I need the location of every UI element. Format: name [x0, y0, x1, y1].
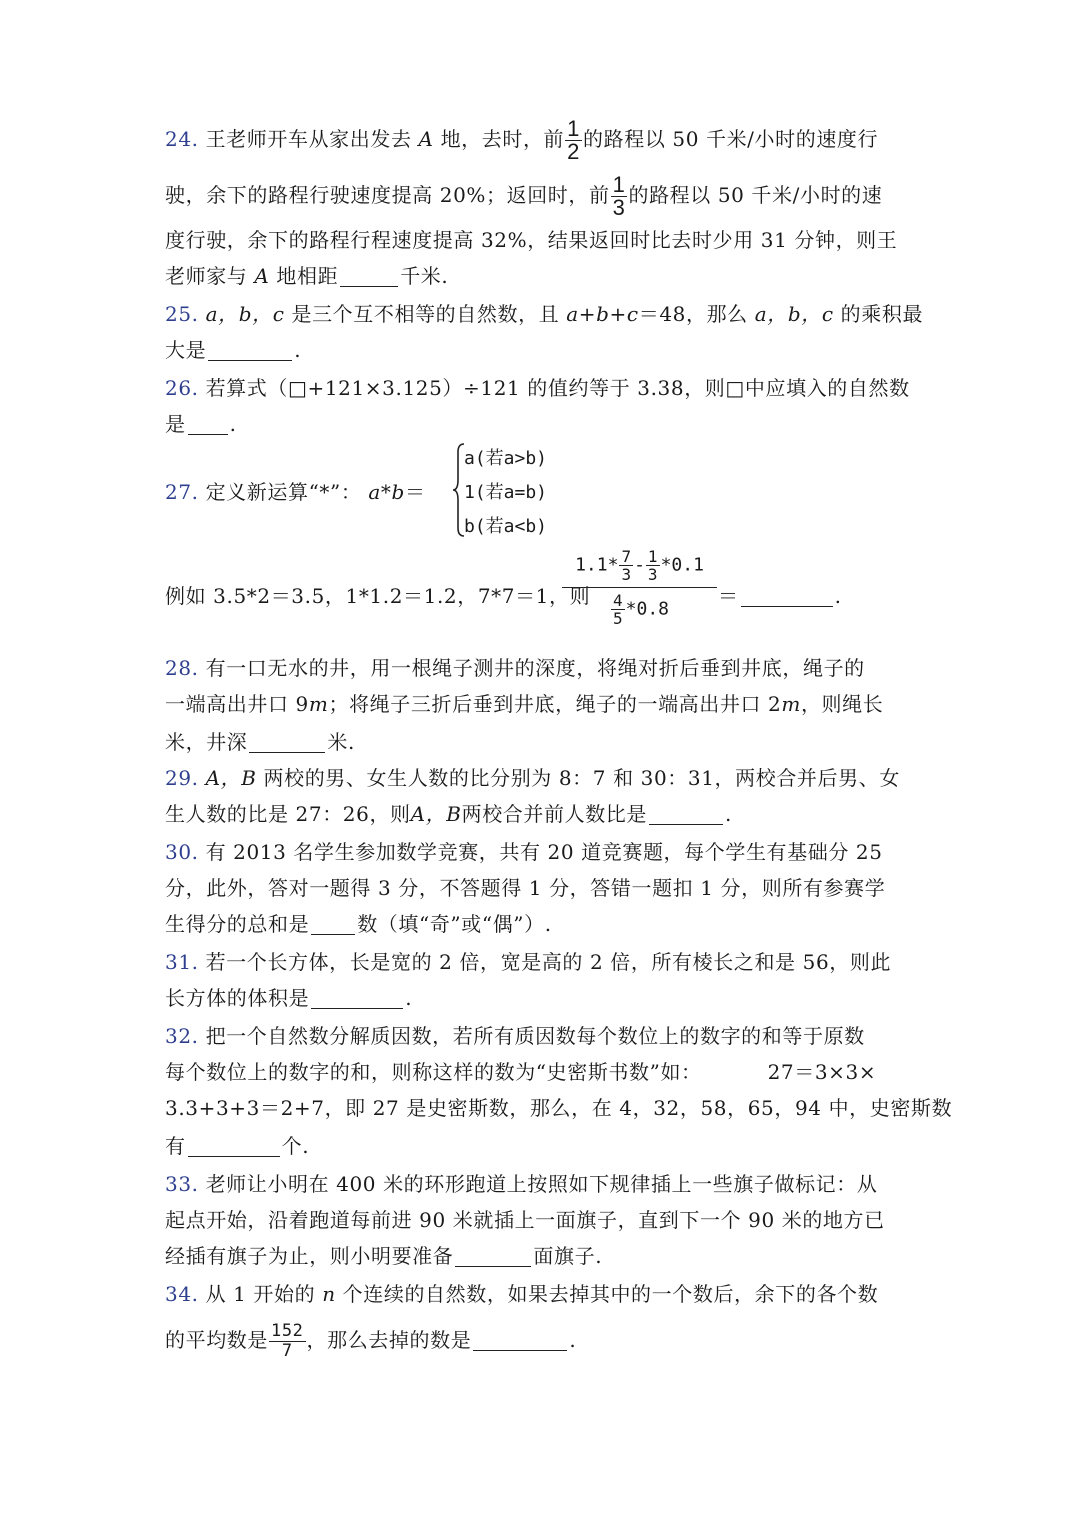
q24-text: 的路程以 50 千米/小时的速度行 — [583, 127, 879, 151]
q27-text: ＝ — [718, 584, 739, 608]
q30-number: 30. — [165, 840, 199, 864]
q28-unit: m — [308, 692, 329, 716]
q32-text: 每个数位上的数字的和，则称这样的数为“史密斯书数”如： — [165, 1060, 702, 1084]
q27-expr: a*b — [368, 480, 405, 504]
q24-number: 24. — [165, 127, 199, 151]
q29-schools: A，B — [410, 802, 462, 826]
q27-line-1 — [165, 478, 426, 506]
q34-text: ，那么去掉的数是 — [306, 1328, 472, 1352]
q34-line-2 — [165, 1322, 576, 1361]
q31-line-1 — [165, 948, 891, 976]
q33-text: 老师让小明在 400 米的环形跑道上按照如下规律插上一些旗子做标记：从 — [205, 1172, 878, 1196]
q25-number: 25. — [165, 302, 199, 326]
q27-text: . — [834, 584, 842, 608]
q33-text: 经插有旗子为止，则小明要准备 — [165, 1244, 454, 1268]
q24-fraction-half: $\frac{1}{2}$ — [567, 116, 581, 164]
q28-text: ；将绳子三折后垂到井底，绳子的一端高出井口 2 — [328, 692, 782, 716]
q24-text: 地，去时，前 — [440, 127, 565, 151]
q34-line-1 — [165, 1280, 878, 1308]
q32-answer-blank[interactable] — [188, 1136, 280, 1157]
q33-answer-blank[interactable] — [455, 1246, 531, 1267]
q27-cases — [452, 440, 592, 540]
q24-var-a: A — [418, 127, 434, 151]
q27-text: 例如 3.5*2＝3.5，1*1.2＝1.2，7*7＝1，则 — [165, 584, 591, 608]
q34-text: 个连续的自然数，如果去掉其中的一个数后，余下的各个数 — [342, 1282, 879, 1306]
q28-text: ，则绳长 — [800, 692, 884, 716]
q31-number: 31. — [165, 950, 199, 974]
q29-text: . — [725, 802, 732, 826]
q25-text: ＝48，那么 — [638, 302, 748, 326]
q25-line-2 — [165, 336, 301, 364]
q24-line-3: 度行驶，余下的路程行程速度提高 32%，结果返回时比去时少用 31 分钟，则王 — [165, 228, 898, 252]
q30-line-3 — [165, 910, 552, 938]
q24-text: 老师家与 — [165, 264, 248, 288]
q30-line-2: 分，此外，答对一题得 3 分，不答题得 1 分，答错一题扣 1 分，则所有参赛学 — [165, 876, 886, 900]
q28-text: 米. — [327, 730, 355, 754]
q34-text: 的平均数是 — [165, 1328, 268, 1352]
q24-text: 驶，余下的路程行驶速度提高 20%；返回时，前 — [165, 183, 610, 207]
q24-line-1 — [165, 118, 878, 163]
q24-text: 的路程以 50 千米/小时的速 — [628, 183, 883, 207]
q28-text: 有一口无水的井，用一根绳子测井的深度，将绳对折后垂到井底，绳子的 — [205, 656, 865, 680]
q29-text: 生人数的比是 27：26，则 — [165, 802, 411, 826]
q29-line-2 — [165, 800, 732, 828]
q29-text: 两校的男、女生人数的比分别为 8：7 和 30：31，两校合并后男、女 — [263, 766, 900, 790]
q28-unit: m — [781, 692, 801, 716]
q30-text: 生得分的总和是 — [165, 912, 310, 936]
q27-answer-line — [718, 582, 842, 610]
q24-line-4 — [165, 262, 448, 290]
q26-text: . — [229, 412, 237, 436]
q25-line-1 — [165, 300, 923, 328]
q32-text: 有 — [165, 1134, 186, 1158]
q27-number: 27. — [165, 480, 199, 504]
q29-line-1 — [165, 764, 900, 792]
q27-case-2: 1(若a=b) — [464, 482, 548, 503]
q31-answer-blank[interactable] — [311, 988, 403, 1009]
q32-line-2 — [165, 1058, 876, 1086]
q28-line-3 — [165, 728, 355, 756]
q24-var-a: A — [254, 264, 270, 288]
q32-text: 把一个自然数分解质因数，若所有质因数每个数位上的数字的和等于原数 — [205, 1024, 865, 1048]
q26-text: 是 — [165, 412, 186, 436]
q29-number: 29. — [165, 766, 199, 790]
q32-text: 个. — [281, 1134, 310, 1158]
q25-sum: a+b+c — [566, 302, 639, 326]
q27-case-1: a(若a>b) — [464, 448, 548, 469]
q28-answer-blank[interactable] — [249, 732, 325, 753]
q34-var-n: n — [322, 1282, 336, 1306]
q30-text: 有 2013 名学生参加数学竞赛，共有 20 道竞赛题，每个学生有基础分 25 — [205, 840, 883, 864]
q32-number: 32. — [165, 1024, 199, 1048]
q25-answer-blank[interactable] — [208, 340, 292, 361]
q25-vars: a，b，c — [754, 302, 834, 326]
q28-text: 米，井深 — [165, 730, 248, 754]
q26-number: 26. — [165, 376, 199, 400]
q27-denominator: $\frac{4}{5}$ *0.8 — [613, 591, 669, 628]
q34-number: 34. — [165, 1282, 199, 1306]
q32-text: 27＝3×3× — [767, 1060, 877, 1084]
q24-line-2 — [165, 174, 882, 219]
q25-vars: a，b，c — [205, 302, 285, 326]
q34-text: . — [569, 1328, 577, 1352]
q24-text: 王老师开车从家出发去 — [205, 127, 412, 151]
q30-text: 数（填“奇”或“偶”）. — [357, 912, 552, 936]
q28-number: 28. — [165, 656, 199, 680]
q26-line-1 — [165, 374, 910, 402]
q31-line-2 — [165, 984, 412, 1012]
q28-text: 一端高出井口 9 — [165, 692, 309, 716]
q33-text: 面旗子. — [533, 1244, 603, 1268]
q26-text: 若算式（□+121×3.125）÷121 的值约等于 3.38，则□中应填入的自然数 — [205, 376, 910, 400]
q29-schools: A，B — [205, 766, 257, 790]
q24-answer-blank[interactable] — [340, 266, 398, 287]
q27-text: ＝ — [404, 480, 426, 504]
q27-answer-blank[interactable] — [741, 586, 833, 607]
q33-line-1 — [165, 1170, 877, 1198]
q33-line-2: 起点开始，沿着跑道每前进 90 米就插上一面旗子，直到下一个 90 米的地方已 — [165, 1208, 885, 1232]
q26-answer-blank[interactable] — [188, 414, 228, 435]
q31-text: 长方体的体积是 — [165, 986, 310, 1010]
q31-text: 若一个长方体，长是宽的 2 倍，宽是高的 2 倍，所有棱长之和是 56，则此 — [205, 950, 892, 974]
q33-number: 33. — [165, 1172, 199, 1196]
q28-line-2 — [165, 690, 883, 718]
q34-answer-blank[interactable] — [473, 1330, 567, 1351]
q34-text: 从 1 开始的 — [205, 1282, 316, 1306]
q25-text: . — [294, 338, 302, 362]
q32-line-3: 3.3+3+3＝2+7，即 27 是史密斯数，那么，在 4，32，58，65，94 中，史密斯数 — [165, 1096, 953, 1120]
q30-line-1 — [165, 838, 883, 866]
q27-line-2 — [165, 582, 590, 610]
q28-line-1 — [165, 654, 865, 682]
q29-answer-blank[interactable] — [649, 804, 723, 825]
q27-complex-fraction — [562, 548, 717, 627]
q24-fraction-third: $\frac{1}{3}$ — [612, 172, 626, 220]
q30-answer-blank[interactable] — [311, 914, 355, 935]
q24-text: 千米. — [400, 264, 449, 288]
q24-text: 地相距 — [276, 264, 339, 288]
q26-line-2 — [165, 410, 237, 438]
q25-text: 是三个互不相等的自然数，且 — [291, 302, 560, 326]
q27-text: 定义新运算“*”： — [205, 480, 362, 504]
q32-line-1 — [165, 1022, 865, 1050]
q29-text: 两校合并前人数比是 — [461, 802, 648, 826]
q27-case-3: b(若a<b) — [464, 516, 548, 537]
q32-line-4 — [165, 1132, 309, 1160]
q27-numerator: 1.1* $\frac{7}{3}$ - $\frac{1}{3}$ *0.1 — [562, 548, 717, 588]
q25-text: 大是 — [165, 338, 207, 362]
q25-text: 的乘积最 — [840, 302, 924, 326]
q34-fraction: $\frac{152}{7}$ — [271, 1321, 304, 1361]
q33-line-3 — [165, 1242, 602, 1270]
q31-text: . — [405, 986, 413, 1010]
